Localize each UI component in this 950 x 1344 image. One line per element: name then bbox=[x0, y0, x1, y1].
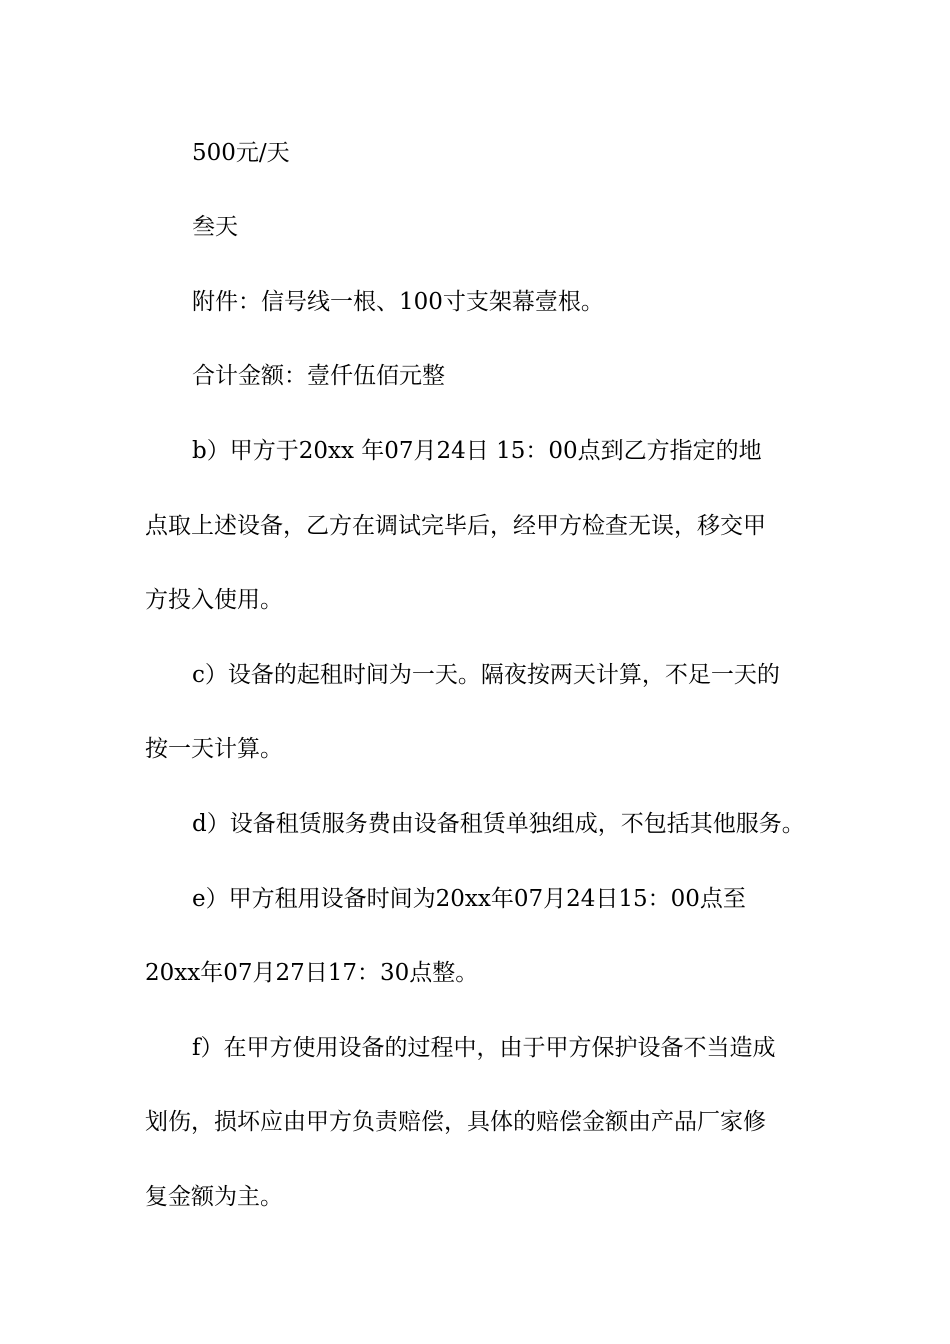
attachments-line: 附件：信号线一根、100寸支架幕壹根。 bbox=[192, 289, 604, 315]
clause-f-line-3: 复金额为主。 bbox=[145, 1184, 283, 1210]
clause-d-line-1: d）设备租赁服务费由设备租赁单独组成，不包括其他服务。 bbox=[192, 811, 805, 837]
clause-f-line-2: 划伤，损坏应由甲方负责赔偿，具体的赔偿金额由产品厂家修 bbox=[145, 1109, 766, 1135]
clause-e-line-1: e）甲方租用设备时间为20xx年07月24日15：00点至 bbox=[192, 886, 746, 912]
clause-f-line-1: f）在甲方使用设备的过程中，由于甲方保护设备不当造成 bbox=[192, 1035, 776, 1061]
clause-e-line-2: 20xx年07月27日17：30点整。 bbox=[145, 960, 479, 986]
price-per-day-line: 500元/天 bbox=[192, 140, 290, 166]
duration-line: 叁天 bbox=[192, 214, 238, 240]
clause-b-line-3: 方投入使用。 bbox=[145, 587, 283, 613]
clause-b-line-1: b）甲方于20xx 年07月24日 15：00点到乙方指定的地 bbox=[192, 438, 762, 464]
clause-b-line-2: 点取上述设备，乙方在调试完毕后，经甲方检查无误，移交甲 bbox=[145, 513, 766, 539]
clause-c-line-2: 按一天计算。 bbox=[145, 736, 283, 762]
total-amount-line: 合计金额：壹仟伍佰元整 bbox=[192, 363, 445, 389]
clause-c-line-1: c）设备的起租时间为一天。隔夜按两天计算，不足一天的 bbox=[192, 662, 780, 688]
